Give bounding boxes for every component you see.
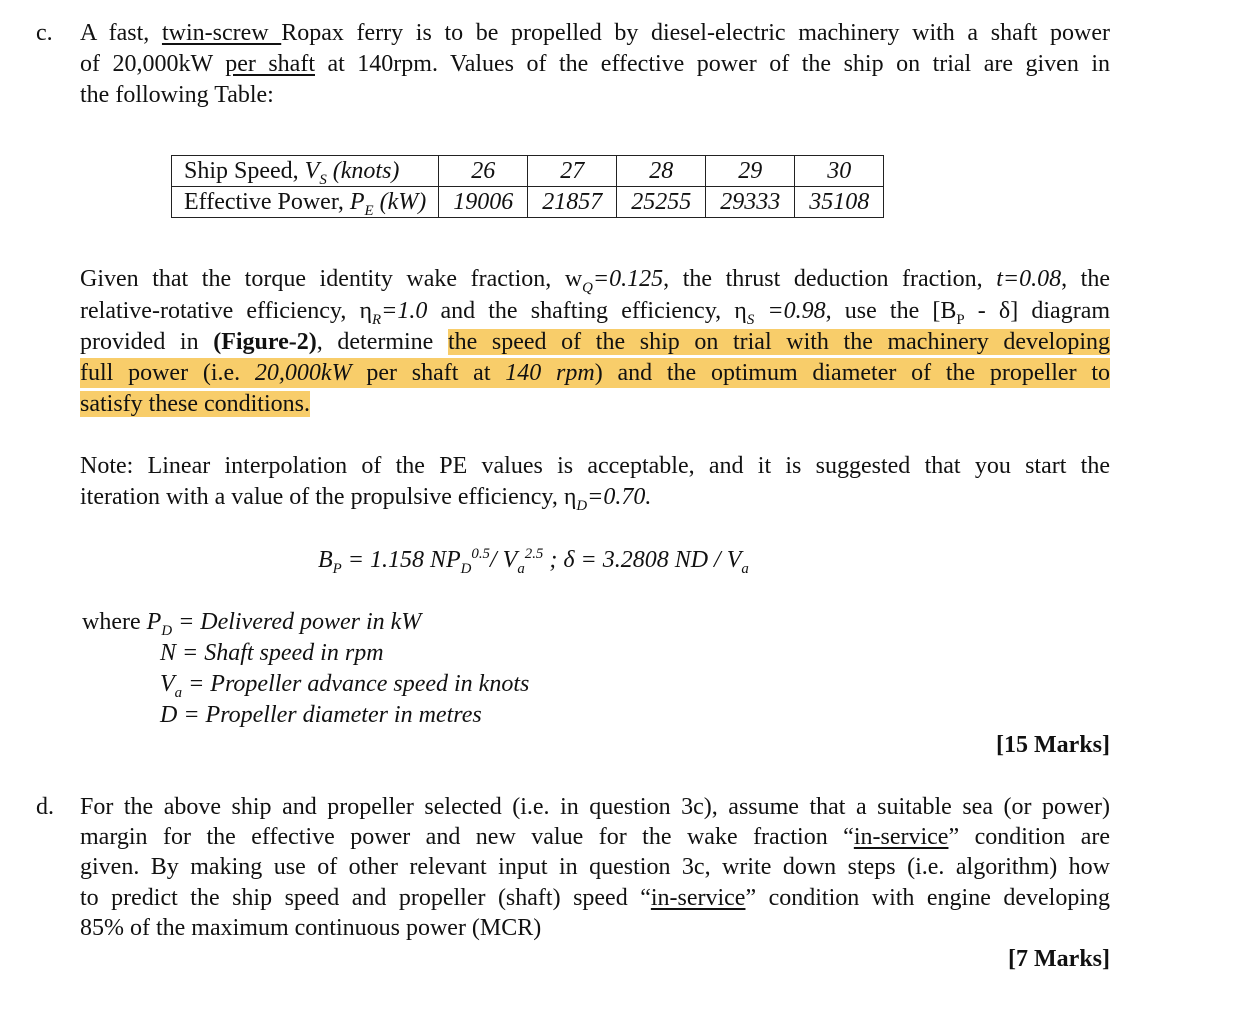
question-c-line-1: A fast, twin-screw Ropax ferry is to be propelled by diesel-electric machinery with a shaft power — [80, 20, 1110, 46]
definition-d: D = Propeller diameter in metres — [160, 702, 482, 728]
question-d-line-5: 85% of the maximum continuous power (MCR) — [80, 915, 542, 941]
question-c-line-3: the following Table: — [80, 82, 274, 108]
question-c-label: c. — [36, 20, 53, 46]
question-d-line-3: given. By making use of other relevant input in question 3c, write down steps (i.e. algorithm) how — [80, 854, 1110, 880]
given-line-4: full power (i.e. 20,000kW per shaft at 140 rpm) and the optimum diameter of the propeller to — [80, 360, 1110, 386]
marks-d: [7 Marks] — [1008, 946, 1110, 972]
speed-cell: 30 — [795, 156, 884, 187]
highlighted-text: the speed of the ship on trial with the machinery developing — [447, 329, 1111, 355]
question-d-line-1: For the above ship and propeller selected (i.e. in question 3c), assume that a suitable sea (or power) — [80, 794, 1110, 820]
power-cell: 21857 — [528, 187, 617, 218]
bp-delta-formula: $B_P = 1.158$ $NP_D^{0.5}/$ $V_a^{2.5}$ ; δ = 3.2808 ND / $V_a$ — [318, 546, 749, 577]
question-d-line-2: margin for the effective power and new value for the wake fraction “in-service” condition are — [80, 824, 1111, 850]
table-row — [172, 187, 884, 218]
given-line-3: provided in (Figure-2), determine the speed of the ship on trial with the machinery developing — [80, 329, 1111, 355]
given-line-1: Given that the torque identity wake fraction, $w_Q=0.125$, the thrust deduction fraction, t=0.08, the — [80, 266, 1110, 296]
question-d-label: d. — [36, 794, 54, 820]
definition-n: N = Shaft speed in rpm — [160, 640, 384, 666]
definition-pd: where $P_D$ = Delivered power in kW — [82, 609, 422, 639]
speed-cell: 28 — [617, 156, 706, 187]
table-row — [172, 156, 884, 187]
note-line-1: Note: Linear interpolation of the PE values is acceptable, and it is suggested that you start the — [80, 453, 1110, 479]
marks-c: [15 Marks] — [996, 732, 1110, 758]
power-cell: 35108 — [795, 187, 884, 218]
question-d-line-4: to predict the ship speed and propeller (shaft) speed “in-service” condition with engine developing — [80, 885, 1110, 911]
speed-power-table — [171, 155, 884, 218]
effective-power-header: Effective Power, $P_E$ (kW) — [172, 187, 439, 218]
speed-cell: 27 — [528, 156, 617, 187]
speed-cell: 29 — [706, 156, 795, 187]
given-line-5: satisfy these conditions. — [80, 391, 310, 417]
ship-speed-header: Ship Speed, $V_S$ (knots) — [172, 156, 439, 187]
definition-va: $V_a$ = Propeller advance speed in knots — [160, 671, 530, 701]
given-line-2: relative-rotative efficiency, $\eta_R=1.0$ and the shafting efficiency, $\eta_S =0.98$, use the $[B_P - \delta]$ diagram — [80, 298, 1111, 328]
power-cell: 29333 — [706, 187, 795, 218]
speed-cell: 26 — [439, 156, 528, 187]
power-cell: 25255 — [617, 187, 706, 218]
question-c-line-2: of 20,000kW per shaft at 140rpm. Values of the effective power of the ship on trial are given in — [80, 51, 1110, 77]
note-line-2: iteration with a value of the propulsive efficiency, $\eta_D=0.70$. — [80, 484, 652, 514]
power-cell: 19006 — [439, 187, 528, 218]
